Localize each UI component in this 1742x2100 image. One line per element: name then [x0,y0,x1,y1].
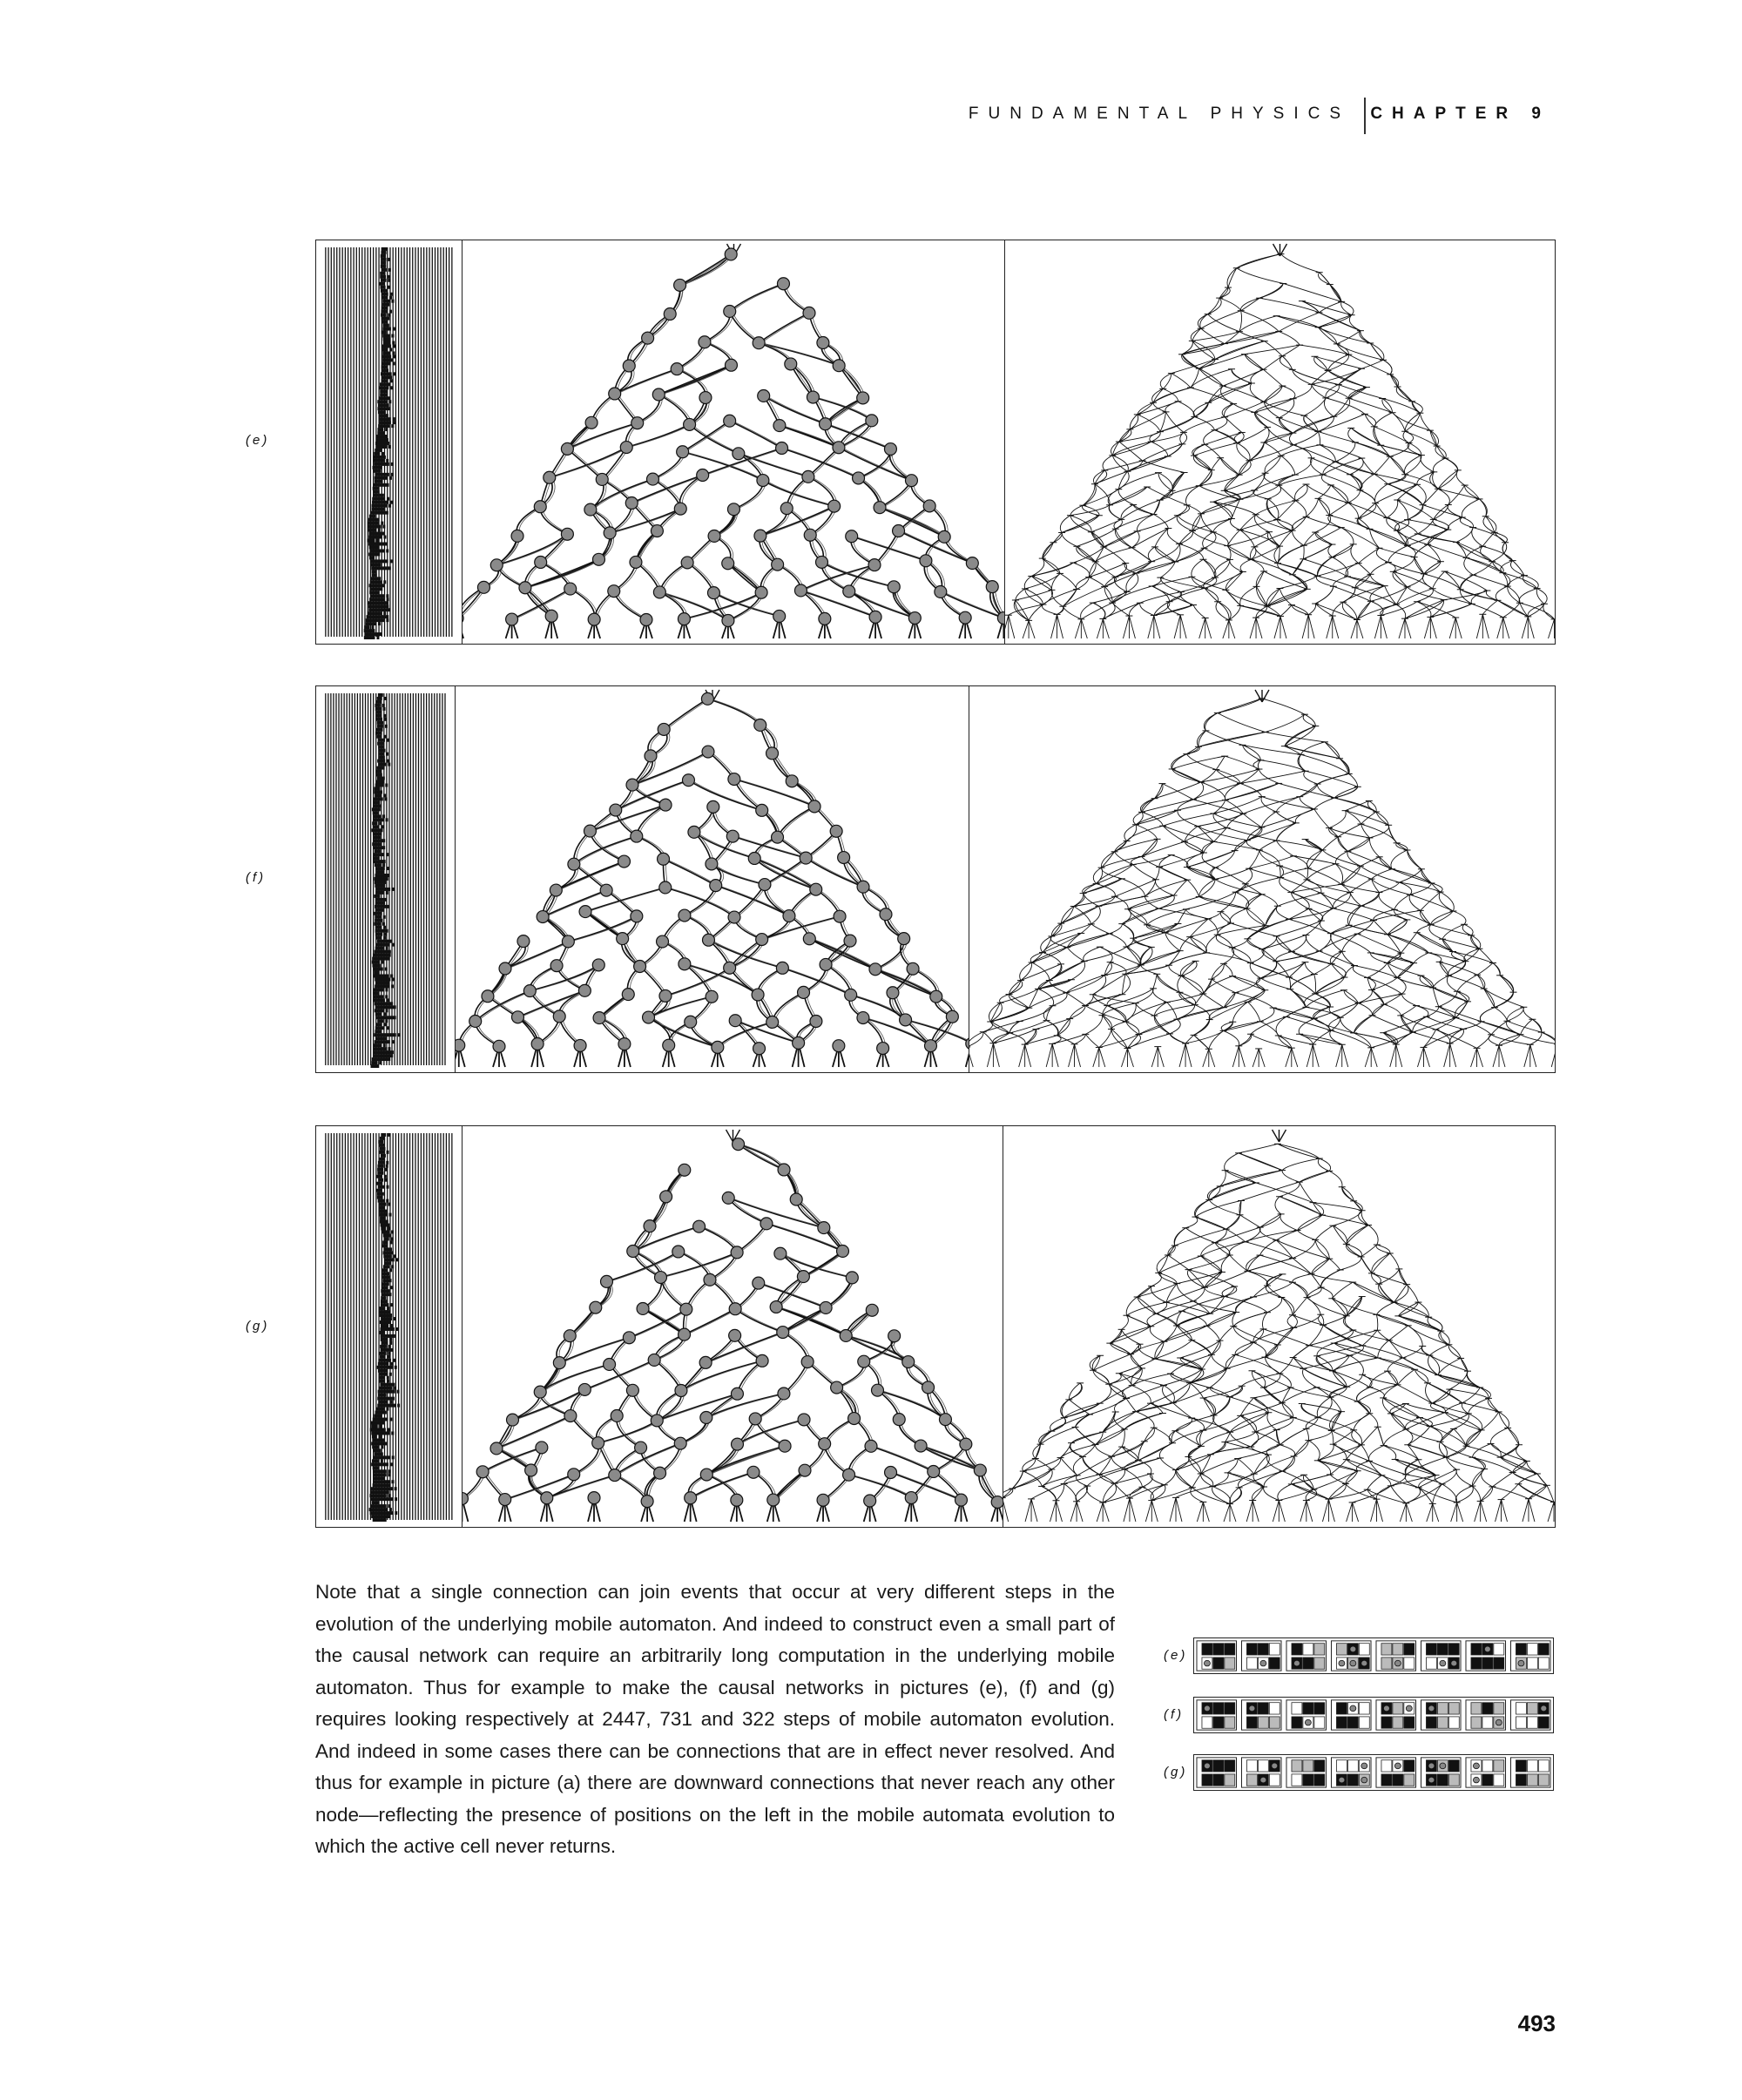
running-head-section: FUNDAMENTAL PHYSICS [968,105,1350,123]
body-paragraph: Note that a single connection can join events that occur at very different steps in the evolution of the underlying mobile automaton. And indeed to construct even a small part of the causal network can require an arbitrarily long computation in the underlying mobile automaton. Thus for example to make the causal networks in pictures (e), (f) and (g) requires looking respectively at 2447, 731 and 322 steps of mobile automaton evolution. And indeed in some cases there can be connections that are in effect never resolved. And thus for example in picture (a) there are downward connections that never reach any other node—reflecting the presence of positions on the left in the mobile automata evolution to which the active cell never returns. [315,1581,1115,1857]
running-head-chapter: CHAPTER 9 [1370,105,1550,123]
rule-label-f: (f) [1164,1707,1185,1722]
running-head [871,103,1550,138]
causal-network-layered-e [1004,240,1556,645]
running-head-divider [1364,98,1366,134]
causal-network-dense-graph-f [969,686,1555,1072]
causal-network-layered-g [1003,1125,1556,1528]
figure-label-g: (g) [246,1319,270,1334]
rule-cases-g [1194,1755,1553,1790]
causal-network-graph-f [456,686,969,1072]
figure-label-f: (f) [246,870,267,885]
rule-icon-strip-g [1193,1754,1554,1791]
rule-icon-row-e [1150,1637,1559,1676]
mobile-automaton-pattern-e [316,240,463,644]
figure-label-e: (e) [246,433,270,448]
page-number: 493 [1517,2010,1556,2036]
rule-cases-f [1194,1698,1553,1732]
mobile-automaton-evolution-f [315,685,456,1073]
causal-network-e [462,240,1006,645]
rule-icon-row-f [1150,1697,1559,1735]
causal-network-f [455,685,970,1073]
causal-network-graph-g [463,1126,1003,1527]
rule-icon-strip-e [1193,1637,1554,1674]
figure-row-f [246,685,1556,1073]
mobile-automaton-evolution-e [315,240,463,645]
causal-network-g [462,1125,1004,1528]
causal-network-layered-f [969,685,1556,1073]
figure-row-e [246,240,1556,645]
rule-icon-strip-f [1193,1697,1554,1733]
causal-network-graph-e [463,240,1005,644]
rule-label-g: (g) [1164,1765,1188,1779]
rule-icon-row-g [1150,1754,1559,1793]
mobile-automaton-pattern-g [316,1126,463,1527]
rule-label-e: (e) [1164,1648,1188,1663]
rule-cases-e [1194,1638,1553,1673]
mobile-automaton-pattern-f [316,686,456,1072]
causal-network-dense-graph-g [1003,1126,1555,1527]
causal-network-dense-graph-e [1005,240,1555,644]
figure-row-g [246,1125,1556,1528]
mobile-automaton-evolution-g [315,1125,463,1528]
